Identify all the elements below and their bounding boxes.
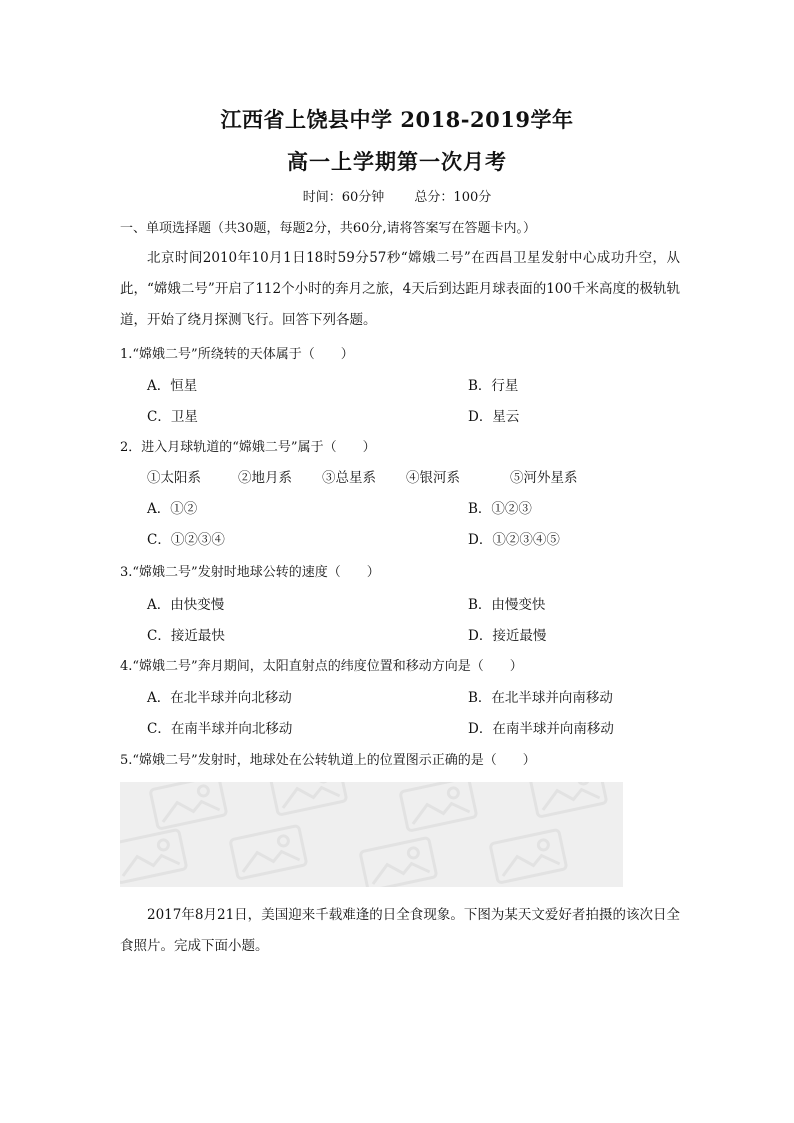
question-3-stem: 3.“嫦娥二号”发射时地球公转的速度（ ） [120,565,380,580]
question-1-stem: 1.“嫦娥二号”所绕转的天体属于（ ） [120,347,354,362]
system-item-5: ⑤河外星系 [510,470,578,486]
question-4-option-a: A．在北半球并向北移动 [147,690,292,706]
question-4-option-d: D．在南半球并向南移动 [468,721,614,737]
question-1-option-d: D．星云 [468,409,520,425]
question-3-option-d: D．接近最慢 [468,628,547,644]
question-4-option-b: B．在北半球并向南移动 [468,690,613,706]
exam-meta [0,186,794,205]
question-3-option-c: C．接近最快 [147,628,225,644]
intro-passage-2: 2017年8月21日，美国迎来千载难逢的日全食现象。下图为某天文爱好者拍摄的该次日全食照片。完成下面小题。 [120,907,680,954]
question-4-stem: 4.“嫦娥二号”奔月期间，太阳直射点的纬度位置和移动方向是（ ） [120,659,523,674]
question-3-option-a: A．由快变慢 [147,597,225,613]
question-2-option-d: D．①②③④⑤ [468,532,560,548]
system-item-4: ④银河系 [406,470,460,486]
exam-score: 总分：100分 [414,190,492,205]
exam-title: 江西省上饶县中学 2018-2019学年 [220,107,574,132]
question-5-stem: 5.“嫦娥二号”发射时，地球处在公转轨道上的位置图示正确的是（ ） [120,753,536,768]
image-placeholder-icon [120,782,623,887]
system-item-3: ③总星系 [322,470,376,486]
question-3-option-b: B．由慢变快 [468,597,546,613]
question-2-option-a: A．①② [147,501,198,517]
question-4-option-c: C．在南半球并向北移动 [147,721,293,737]
section-heading: 一、单项选择题（共30题，每题2分，共60分,请将答案写在答题卡内。） [120,221,536,236]
exam-time: 时间：60分钟 [302,190,385,205]
system-item-1: ①太阳系 [147,470,201,486]
question-2-stem: 2．进入月球轨道的“嫦娥二号”属于（ ） [120,440,376,455]
system-item-2: ②地月系 [238,470,292,486]
question-2-option-c: C．①②③④ [147,532,225,548]
intro-passage-1: 北京时间2010年10月1日18时59分57秒“嫦娥二号”在西昌卫星发射中心成功升空，从此，“嫦娥二号”开启了112个小时的奔月之旅，4天后到达距月球表面的100千米高度的极轨轨道，开始了绕月探测飞行。回答下列各题。 [120,250,680,328]
question-1-option-a: A．恒星 [147,378,198,394]
question-1-option-b: B．行星 [468,378,519,394]
exam-subtitle: 高一上学期第一次月考 [287,149,507,174]
question-2-option-b: B．①②③ [468,501,532,517]
question-1-option-c: C．卫星 [147,409,198,425]
